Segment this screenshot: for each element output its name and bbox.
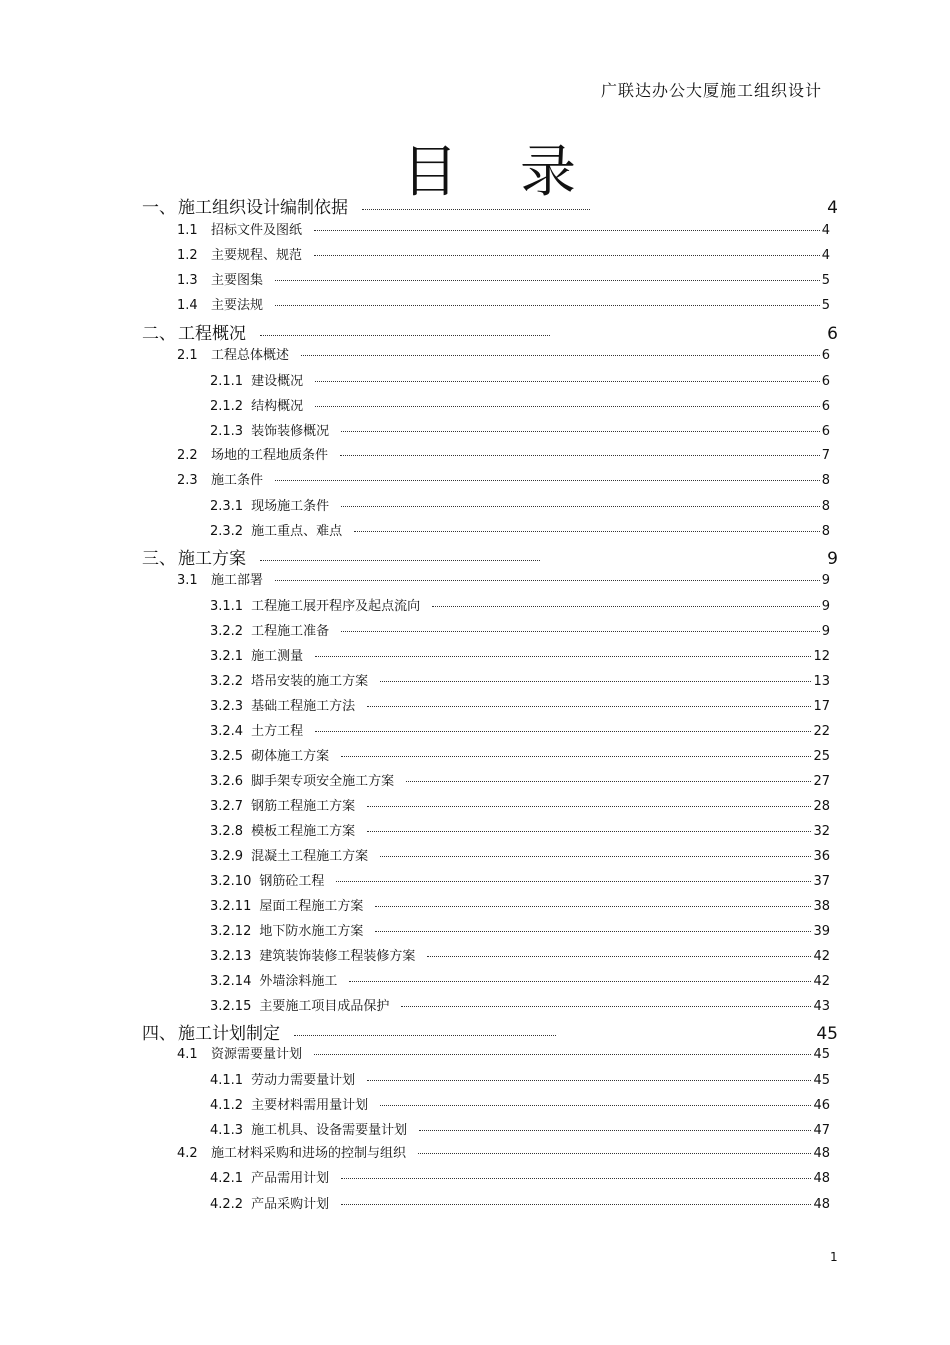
toc-entry-page: 32 — [813, 824, 830, 839]
toc-entry-page: 48 — [813, 1197, 830, 1212]
toc-entry-page: 37 — [813, 874, 830, 889]
toc-entry-page: 9 — [821, 573, 830, 588]
toc-entry[interactable] — [210, 970, 830, 989]
toc-entry-page: 38 — [813, 899, 830, 914]
toc-entry-number: 2.1.1 — [210, 374, 244, 389]
toc-entry-page: 4 — [827, 198, 838, 218]
toc-entry-number: 3.2.7 — [210, 799, 244, 814]
toc-entry-label: 土方工程 — [251, 724, 304, 739]
toc-leader-dots — [341, 1204, 811, 1205]
toc-leader-dots — [314, 1054, 811, 1055]
toc-entry-label: 现场施工条件 — [251, 499, 330, 514]
toc-leader-dots — [367, 1080, 811, 1081]
toc-entry-page: 8 — [821, 473, 830, 488]
toc-entry[interactable] — [210, 1193, 830, 1212]
toc-entry-number: 4.1.3 — [210, 1123, 244, 1138]
toc-leader-dots — [432, 606, 820, 607]
toc-entry-number: 3.2.11 — [210, 899, 252, 914]
toc-entry[interactable] — [210, 920, 830, 939]
toc-leader-dots — [315, 656, 811, 657]
toc-entry-label: 施工重点、难点 — [251, 524, 343, 539]
toc-entry[interactable] — [210, 620, 830, 639]
toc-entry[interactable] — [210, 1069, 830, 1088]
toc-leader-dots — [418, 1153, 811, 1154]
toc-entry-number: 3.1 — [177, 573, 198, 588]
toc-leader-dots — [336, 881, 811, 882]
toc-entry[interactable] — [142, 319, 838, 344]
toc-entry-page: 6 — [821, 348, 830, 363]
toc-leader-dots — [375, 931, 811, 932]
toc-entry-label: 施工测量 — [251, 649, 304, 664]
toc-entry-page: 4 — [821, 248, 830, 263]
toc-entry[interactable] — [210, 1094, 830, 1113]
toc-entry-page: 42 — [813, 974, 830, 989]
toc-entry-number: 二、 — [142, 324, 176, 344]
toc-leader-dots — [427, 956, 811, 957]
toc-entry-page: 6 — [821, 399, 830, 414]
toc-entry-label: 基础工程施工方法 — [251, 699, 356, 714]
toc-entry[interactable] — [177, 219, 830, 238]
toc-leader-dots — [380, 1105, 811, 1106]
toc-leader-dots — [275, 480, 820, 481]
toc-leader-dots — [275, 580, 820, 581]
toc-entry-label: 主要图集 — [211, 273, 264, 288]
toc-entry-label: 施工计划制定 — [178, 1024, 280, 1044]
toc-entry-page: 5 — [821, 298, 830, 313]
toc-entry[interactable] — [177, 1142, 830, 1161]
toc-entry-label: 招标文件及图纸 — [211, 223, 303, 238]
toc-entry-label: 塔吊安装的施工方案 — [251, 674, 369, 689]
toc-leader-dots — [294, 1035, 556, 1036]
toc-entry-label: 装饰装修概况 — [251, 424, 330, 439]
toc-entry-page: 9 — [821, 624, 830, 639]
toc-entry-page: 45 — [813, 1047, 830, 1062]
toc-leader-dots — [349, 981, 811, 982]
toc-entry-page: 17 — [813, 699, 830, 714]
page-header-title: 广联达办公大厦施工组织设计 — [600, 81, 822, 100]
toc-entry-page: 9 — [821, 599, 830, 614]
toc-entry-number: 2.1 — [177, 348, 198, 363]
title-char-2: 录 — [520, 140, 578, 205]
toc-entry-label: 结构概况 — [251, 399, 304, 414]
toc-entry-number: 1.3 — [177, 273, 198, 288]
toc-entry-page: 12 — [813, 649, 830, 664]
toc-entry-number: 3.2.2 — [210, 674, 244, 689]
toc-entry-number: 3.2.6 — [210, 774, 244, 789]
toc-leader-dots — [380, 856, 811, 857]
toc-entry-page: 9 — [827, 549, 838, 569]
toc-entry-number: 2.3 — [177, 473, 198, 488]
toc-leader-dots — [341, 631, 820, 632]
toc-entry-label: 主要法规 — [211, 298, 264, 313]
toc-entry[interactable] — [210, 995, 830, 1014]
toc-entry-number: 3.1.1 — [210, 599, 244, 614]
toc-entry-page: 8 — [821, 499, 830, 514]
toc-entry-number: 2.3.1 — [210, 499, 244, 514]
toc-entry-number: 3.2.12 — [210, 924, 252, 939]
toc-leader-dots — [314, 255, 820, 256]
toc-entry-label: 劳动力需要量计划 — [251, 1073, 356, 1088]
toc-entry[interactable] — [177, 294, 830, 313]
toc-entry-page: 4 — [821, 223, 830, 238]
toc-entry-number: 1.2 — [177, 248, 198, 263]
toc-leader-dots — [354, 531, 820, 532]
toc-entry-page: 48 — [813, 1146, 830, 1161]
toc-leader-dots — [406, 781, 811, 782]
toc-leader-dots — [315, 406, 820, 407]
toc-entry[interactable] — [210, 645, 830, 664]
toc-entry-label: 混凝土工程施工方案 — [251, 849, 369, 864]
toc-leader-dots — [341, 1178, 811, 1179]
toc-entry-label: 主要施工项目成品保护 — [259, 999, 390, 1014]
page-number: 1 — [830, 1250, 838, 1264]
toc-entry-label: 产品采购计划 — [251, 1197, 330, 1212]
toc-entry-page: 48 — [813, 1171, 830, 1186]
toc-entry-page: 46 — [813, 1098, 830, 1113]
toc-entry-number: 3.2.4 — [210, 724, 244, 739]
toc-leader-dots — [367, 806, 811, 807]
toc-leader-dots — [341, 506, 820, 507]
toc-leader-dots — [275, 280, 820, 281]
toc-entry[interactable] — [210, 670, 830, 689]
toc-entry-page: 25 — [813, 749, 830, 764]
toc-entry-label: 施工方案 — [178, 549, 246, 569]
toc-entry-page: 45 — [813, 1073, 830, 1088]
toc-entry-page: 45 — [816, 1024, 838, 1044]
toc-entry-label: 资源需要量计划 — [211, 1047, 303, 1062]
toc-leader-dots — [275, 305, 820, 306]
toc-entry-page: 6 — [821, 374, 830, 389]
toc-entry-number: 3.2.3 — [210, 699, 244, 714]
toc-leader-dots — [401, 1006, 811, 1007]
toc-leader-dots — [362, 209, 590, 210]
toc-entry-page: 6 — [827, 324, 838, 344]
toc-leader-dots — [367, 706, 811, 707]
toc-entry-number: 4.2.2 — [210, 1197, 244, 1212]
toc-entry-label: 外墙涂料施工 — [259, 974, 338, 989]
toc-leader-dots — [367, 831, 811, 832]
toc-entry[interactable] — [210, 895, 830, 914]
toc-entry-page: 39 — [813, 924, 830, 939]
toc-entry-number: 4.2.1 — [210, 1171, 244, 1186]
toc-entry[interactable] — [177, 569, 830, 588]
toc-entry-number: 1.4 — [177, 298, 198, 313]
toc-entry[interactable] — [177, 444, 830, 463]
toc-entry[interactable] — [210, 395, 830, 414]
toc-entry-number: 三、 — [142, 549, 176, 569]
toc-entry[interactable] — [210, 695, 830, 714]
toc-entry-number: 2.2 — [177, 448, 198, 463]
toc-leader-dots — [341, 756, 811, 757]
toc-entry[interactable] — [210, 745, 830, 764]
toc-entry[interactable] — [177, 469, 830, 488]
toc-entry[interactable] — [142, 1019, 838, 1044]
toc-entry-label: 施工条件 — [211, 473, 264, 488]
toc-entry-label: 建筑装饰装修工程装修方案 — [259, 949, 416, 964]
toc-entry-label: 工程总体概述 — [211, 348, 290, 363]
toc-entry-number: 3.2.10 — [210, 874, 252, 889]
toc-entry-label: 建设概况 — [251, 374, 304, 389]
toc-entry-label: 产品需用计划 — [251, 1171, 330, 1186]
toc-entry[interactable] — [210, 720, 830, 739]
toc-entry-number: 3.2.1 — [210, 649, 244, 664]
toc-entry-number: 3.2.15 — [210, 999, 252, 1014]
toc-entry-number: 1.1 — [177, 223, 198, 238]
toc-entry-label: 钢筋砼工程 — [259, 874, 325, 889]
toc-entry[interactable] — [210, 770, 830, 789]
toc-entry-label: 施工组织设计编制依据 — [178, 198, 348, 218]
toc-leader-dots — [315, 731, 811, 732]
toc-entry[interactable] — [210, 595, 830, 614]
toc-entry-number: 3.2.9 — [210, 849, 244, 864]
toc-entry-number: 4.1 — [177, 1047, 198, 1062]
toc-leader-dots — [341, 431, 820, 432]
toc-leader-dots — [260, 560, 540, 561]
toc-entry-label: 工程施工准备 — [251, 624, 330, 639]
toc-entry-number: 3.2.14 — [210, 974, 252, 989]
toc-entry-page: 22 — [813, 724, 830, 739]
toc-entry-number: 四、 — [142, 1024, 176, 1044]
toc-entry-label: 施工部署 — [211, 573, 264, 588]
toc-entry-label: 场地的工程地质条件 — [211, 448, 329, 463]
toc-entry-number: 2.1.2 — [210, 399, 244, 414]
toc-leader-dots — [260, 335, 550, 336]
toc-leader-dots — [375, 906, 811, 907]
toc-entry[interactable] — [210, 420, 830, 439]
toc-entry-number: 3.2.13 — [210, 949, 252, 964]
toc-entry[interactable] — [210, 495, 830, 514]
toc-entry-page: 42 — [813, 949, 830, 964]
title-char-1: 目 — [402, 140, 460, 205]
toc-entry-number: 3.2.5 — [210, 749, 244, 764]
toc-entry-number: 3.2.8 — [210, 824, 244, 839]
toc-entry-label: 主要规程、规范 — [211, 248, 303, 263]
toc-entry[interactable] — [210, 820, 830, 839]
toc-entry[interactable] — [210, 1119, 830, 1138]
toc-leader-dots — [340, 455, 820, 456]
toc-entry[interactable] — [177, 344, 830, 363]
toc-entry-number: 2.1.3 — [210, 424, 244, 439]
toc-entry-page: 5 — [821, 273, 830, 288]
toc-entry-page: 43 — [813, 999, 830, 1014]
toc-entry-number: 4.1.1 — [210, 1073, 244, 1088]
toc-entry[interactable] — [210, 945, 830, 964]
toc-leader-dots — [380, 681, 811, 682]
toc-leader-dots — [301, 355, 820, 356]
toc-entry-page: 13 — [813, 674, 830, 689]
toc-entry-label: 地下防水施工方案 — [259, 924, 364, 939]
toc-entry-label: 屋面工程施工方案 — [259, 899, 364, 914]
toc-entry-label: 施工材料采购和进场的控制与组织 — [211, 1146, 407, 1161]
toc-entry-label: 脚手架专项安全施工方案 — [251, 774, 395, 789]
toc-entry-page: 8 — [821, 524, 830, 539]
toc-entry-page: 7 — [821, 448, 830, 463]
toc-leader-dots — [314, 230, 820, 231]
toc-entry-label: 钢筋工程施工方案 — [251, 799, 356, 814]
toc-entry-label: 工程施工展开程序及起点流向 — [251, 599, 421, 614]
toc-leader-dots — [315, 381, 820, 382]
toc-leader-dots — [419, 1130, 811, 1131]
toc-entry-label: 施工机具、设备需要量计划 — [251, 1123, 408, 1138]
toc-entry-page: 6 — [821, 424, 830, 439]
toc-entry[interactable] — [210, 370, 830, 389]
toc-entry-number: 4.1.2 — [210, 1098, 244, 1113]
toc-entry[interactable] — [210, 870, 830, 889]
toc-entry-label: 工程概况 — [178, 324, 246, 344]
toc-entry[interactable] — [177, 244, 830, 263]
toc-entry[interactable] — [210, 795, 830, 814]
toc-entry[interactable] — [142, 193, 838, 218]
toc-entry-page: 27 — [813, 774, 830, 789]
toc-entry-label: 模板工程施工方案 — [251, 824, 356, 839]
toc-entry-label: 砌体施工方案 — [251, 749, 330, 764]
toc-entry[interactable] — [210, 520, 830, 539]
toc-entry[interactable] — [177, 269, 830, 288]
toc-entry-number: 4.2 — [177, 1146, 198, 1161]
toc-entry-number: 3.2.2 — [210, 624, 244, 639]
toc-entry[interactable] — [142, 544, 838, 569]
toc-entry-label: 主要材料需用量计划 — [251, 1098, 369, 1113]
toc-entry-page: 28 — [813, 799, 830, 814]
toc-entry-number: 一、 — [142, 198, 176, 218]
toc-entry-number: 2.3.2 — [210, 524, 244, 539]
toc-entry-page: 47 — [813, 1123, 830, 1138]
toc-entry[interactable] — [210, 1167, 830, 1186]
toc-entry-page: 36 — [813, 849, 830, 864]
toc-entry[interactable] — [177, 1043, 830, 1062]
toc-entry[interactable] — [210, 845, 830, 864]
